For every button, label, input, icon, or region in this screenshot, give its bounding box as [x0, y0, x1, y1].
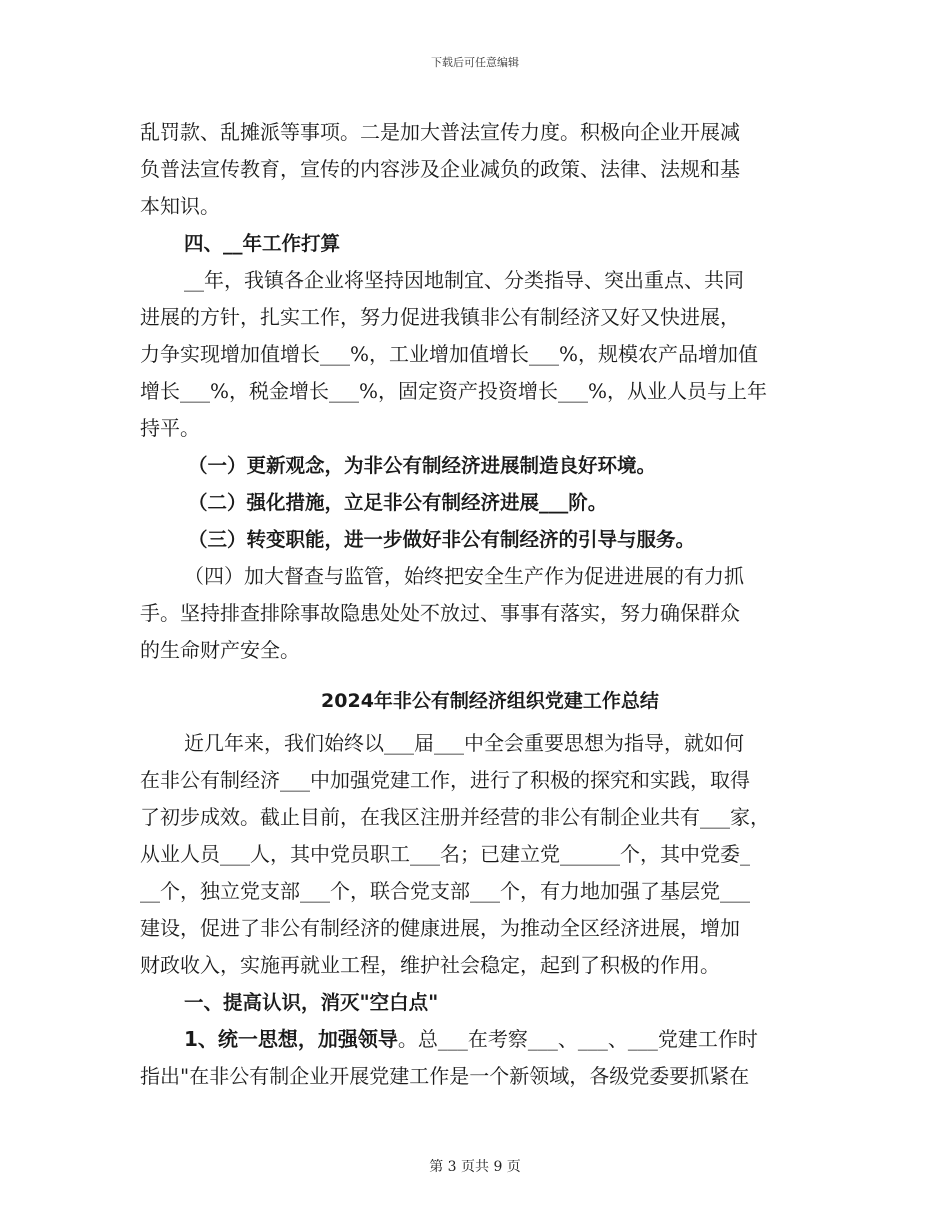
paragraph-line: 在非公有制经济___中加强党建工作，进行了积极的探究和实践，取得 [140, 768, 750, 792]
list-item-heading: （一）更新观念，为非公有制经济进展制造良好环境。 [188, 454, 657, 477]
paragraph-line: 增长___%，税金增长___%，固定资产投资增长___%，从业人员与上年 [140, 379, 768, 403]
page-header: 下载后可任意编辑 [431, 56, 519, 69]
paragraph-line: （四）加大督查与监管，始终把安全生产作为促进进展的有力抓 [184, 564, 744, 588]
paragraph-line: 进展的方针，扎实工作，努力促进我镇非公有制经济又好又快进展， [140, 305, 740, 329]
paragraph-line: 力争实现增加值增长___%，工业增加值增长___%，规模农产品增加值 [140, 342, 759, 366]
point-lead: 1、统一思想，加强领导 [184, 1027, 398, 1051]
paragraph-line: __个，独立党支部___个，联合党支部___个，有力地加强了基层党___ [140, 879, 750, 903]
document-body [140, 114, 820, 1095]
point-text: 。总___在考察___、___、___党建工作时 [397, 1027, 758, 1051]
paragraph-line: 建设，促进了非公有制经济的健康进展，为推动全区经济进展，增加 [140, 916, 740, 940]
paragraph-line: 本知识。 [140, 194, 220, 218]
paragraph-line: 的生命财产安全。 [140, 638, 300, 662]
article-title: 2024年非公有制经济组织党建工作总结 [321, 690, 659, 712]
section-heading: 一、提高认识，消灭"空白点" [184, 991, 439, 1014]
paragraph-line: 财政收入，实施再就业工程，维护社会稳定，起到了积极的作用。 [140, 953, 720, 977]
paragraph-line: 手。坚持排查排除事故隐患处处不放过、事事有落实，努力确保群众 [140, 601, 740, 625]
list-item-heading: （二）强化措施，立足非公有制经济进展___阶。 [188, 491, 608, 514]
paragraph-line: 从业人员___人，其中党员职工___名；已建立党______个，其中党委_ [140, 842, 750, 866]
paragraph-line [140, 1021, 820, 1058]
paragraph-line: 负普法宣传教育，宣传的内容涉及企业减负的政策、法律、法规和基 [140, 157, 740, 181]
paragraph-line: 指出"在非公有制企业开展党建工作是一个新领域，各级党委要抓紧在 [140, 1064, 750, 1088]
paragraph-line: 近几年来，我们始终以___届___中全会重要思想为指导，就如何 [184, 731, 744, 755]
paragraph-line: __年，我镇各企业将坚持因地制宜、分类指导、突出重点、共同 [184, 268, 744, 292]
list-item-heading: （三）转变职能，进一步做好非公有制经济的引导与服务。 [188, 528, 696, 551]
section-heading: 四、__年工作打算 [184, 232, 341, 255]
paragraph-line: 持平。 [140, 416, 200, 440]
paragraph-line: 了初步成效。截止目前，在我区注册并经营的非公有制企业共有___家， [140, 805, 770, 829]
paragraph-line: 乱罚款、乱摊派等事项。二是加大普法宣传力度。积极向企业开展减 [140, 120, 740, 144]
page-footer: 第 3 页共 9 页 [429, 1159, 521, 1175]
